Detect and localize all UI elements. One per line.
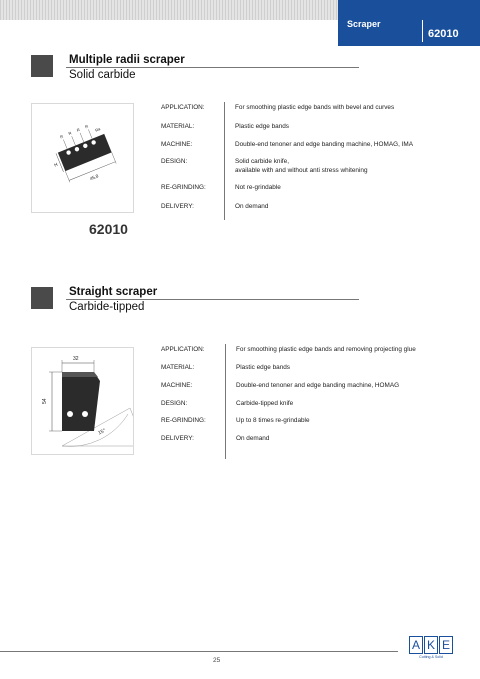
- tab-divider: [422, 20, 423, 42]
- dim-angle: 15°: [97, 427, 107, 437]
- dim-height: H: [53, 161, 59, 168]
- logo-letter: E: [439, 636, 453, 654]
- spec-label: APPLICATION:: [161, 346, 205, 353]
- spec-value-line2: available with and without anti stress whitening: [235, 166, 368, 174]
- spec-value: Plastic edge bands: [235, 123, 290, 130]
- spec-value: Solid carbide knife,: [235, 158, 289, 165]
- spec-value: For smoothing plastic edge bands with bevel and curves: [235, 104, 395, 111]
- product1-subtitle: Solid carbide: [69, 69, 136, 81]
- spec-label: RE-GRINDING:: [161, 184, 206, 191]
- product2-subtitle: Carbide-tipped: [69, 301, 145, 313]
- spec-value: On demand: [235, 203, 269, 210]
- spec-label: MATERIAL:: [161, 364, 195, 371]
- logo-letter: K: [424, 636, 438, 654]
- product1-spec-divider: [224, 102, 225, 220]
- dim-radius-2: R: [67, 130, 73, 137]
- dim-width: 32: [73, 356, 79, 362]
- spec-value: For smoothing plastic edge bands and removing projecting glue: [236, 346, 416, 353]
- spec-value: Up to 8 times re-grindable: [236, 417, 310, 424]
- dim-radius-3: R: [75, 126, 81, 133]
- spec-value: Carbide-tipped knife: [236, 400, 294, 407]
- ake-logo: [409, 636, 453, 662]
- spec-label: DELIVERY:: [161, 435, 194, 442]
- spec-label: MACHINE:: [161, 382, 193, 389]
- category-label: Scraper: [347, 19, 381, 29]
- logo-letters: [409, 636, 453, 654]
- footer-rule: [0, 651, 398, 652]
- spec-label: MACHINE:: [161, 141, 193, 148]
- product1-title-rule: [66, 67, 359, 68]
- product2-title: Straight scraper: [69, 286, 158, 298]
- spec-value: Plastic edge bands: [236, 364, 291, 371]
- dim-extra: Ra: [94, 126, 101, 133]
- dim-length: 45,8: [89, 173, 100, 182]
- logo-letter: A: [409, 636, 423, 654]
- dim-radius-4: R: [84, 123, 89, 130]
- spec-label: MATERIAL:: [161, 123, 195, 130]
- product2-spec-divider: [225, 344, 226, 459]
- product1-title: Multiple radii scraper: [69, 54, 185, 66]
- spec-label: DESIGN:: [161, 158, 188, 165]
- product2-title-rule: [66, 299, 359, 300]
- spec-value: Double-end tenoner and edge banding machine, HOMAG: [236, 382, 400, 389]
- product2-drawing: [31, 347, 134, 455]
- category-tab: [338, 0, 480, 46]
- product1-code: 62010: [89, 221, 128, 237]
- spec-value: Double-end tenoner and edge banding machine, HOMAG, IMA: [235, 141, 413, 148]
- spec-label: DESIGN:: [161, 400, 188, 407]
- dim-radius-1: R: [59, 133, 64, 140]
- spec-value: Not re-grindable: [235, 184, 281, 191]
- spec-label: DELIVERY:: [161, 203, 194, 210]
- header-pattern-bar: [0, 0, 338, 20]
- product1-drawing: [31, 103, 134, 213]
- category-code: 62010: [428, 28, 459, 40]
- spec-label: RE-GRINDING:: [161, 417, 206, 424]
- spec-value: On demand: [236, 435, 270, 442]
- section-marker-2: [31, 287, 53, 309]
- dim-height: 54: [42, 398, 48, 404]
- logo-tagline: Cutting & Solid: [419, 655, 443, 659]
- spec-label: APPLICATION:: [161, 104, 205, 111]
- section-marker-1: [31, 55, 53, 77]
- page-number: 25: [213, 657, 221, 664]
